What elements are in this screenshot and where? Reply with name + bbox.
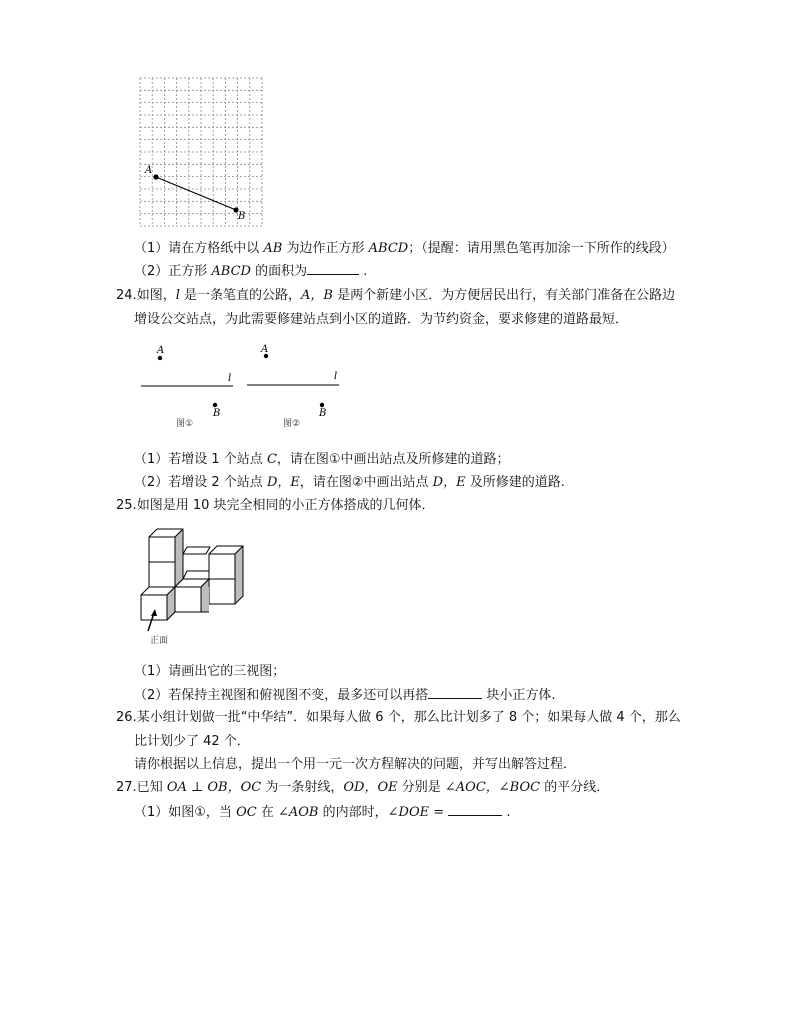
point-a	[158, 356, 162, 360]
question-number: 27.	[116, 780, 137, 795]
q26-line2: 比计划少了 42 个．	[134, 734, 250, 749]
grid-lines	[140, 78, 262, 226]
svg-text:正面: 正面	[150, 636, 169, 646]
figure-1	[141, 345, 233, 429]
q26-line3: 请你根据以上信息，提出一个用一元一次方程解决的问题，并写出解答过程．	[134, 757, 577, 772]
q24-part2: （2）若增设 2 个站点 D，E，请在图②中画出站点 D，E 及所修建的道路.	[134, 475, 565, 490]
q27-part1: （1）如图①，当 OC 在 ∠AOB 的内部时，∠DOE = .	[134, 805, 511, 820]
point-b	[320, 403, 324, 407]
q24-line1: 24.如图，l 是一条笔直的公路，A，B 是两个新建小区．为方便居民出行，有关部门准备在公路边	[116, 288, 676, 303]
svg-text:A: A	[261, 344, 269, 355]
cube-figure	[138, 527, 252, 647]
answer-blank[interactable]	[307, 262, 359, 275]
point-a-label: A	[145, 165, 153, 176]
answer-blank[interactable]	[428, 686, 482, 699]
svg-text:l: l	[334, 371, 338, 382]
grid-figure	[140, 78, 262, 228]
svg-text:B: B	[319, 408, 327, 419]
q23-part1: （1）请在方格纸中以 AB 为边作正方形 ABCD；（提醒：请用黑色笔再加涂一下所作的线段）	[134, 241, 675, 256]
q24-part1: （1）若增设 1 个站点 C，请在图①中画出站点及所修建的道路；	[134, 452, 510, 467]
svg-text:图②: 图②	[283, 419, 301, 429]
answer-blank[interactable]	[448, 803, 502, 816]
point-b-label: B	[238, 211, 246, 222]
point-a	[153, 174, 158, 179]
question-number: 24.	[116, 288, 137, 303]
q27-line1: 27.已知 OA ⊥ OB，OC 为一条射线，OD，OE 分别是 ∠AOC，∠BOC 的平分线．	[116, 780, 610, 795]
q25-part2: （2）若保持主视图和俯视图不变，最多还可以再搭 块小正方体.	[134, 688, 556, 703]
q26-line1: 26.某小组计划做一批“中华结”．如果每人做 6 个，那么比计划多了 8 个；如果每人做 4 个，那么	[116, 710, 681, 725]
q25-stem: 25.如图是用 10 块完全相同的小正方体搭成的几何体．	[116, 498, 435, 513]
question-number: 25.	[116, 498, 137, 513]
q24-figures	[138, 343, 348, 431]
segment-ab	[156, 177, 236, 210]
point-b	[213, 403, 217, 407]
figure-2	[247, 344, 339, 429]
q25-part1: （1）请画出它的三视图；	[134, 664, 286, 679]
question-number: 26.	[116, 710, 137, 725]
svg-text:图①: 图①	[176, 419, 194, 429]
svg-text:B: B	[213, 408, 221, 419]
svg-text:A: A	[157, 345, 165, 356]
q23-part2: （2）正方形 ABCD 的面积为 .	[134, 264, 368, 279]
q24-line2: 增设公交站点，为此需要修建站点到小区的道路．为节约资金，要求修建的道路最短．	[134, 312, 629, 327]
svg-text:l: l	[228, 373, 232, 384]
